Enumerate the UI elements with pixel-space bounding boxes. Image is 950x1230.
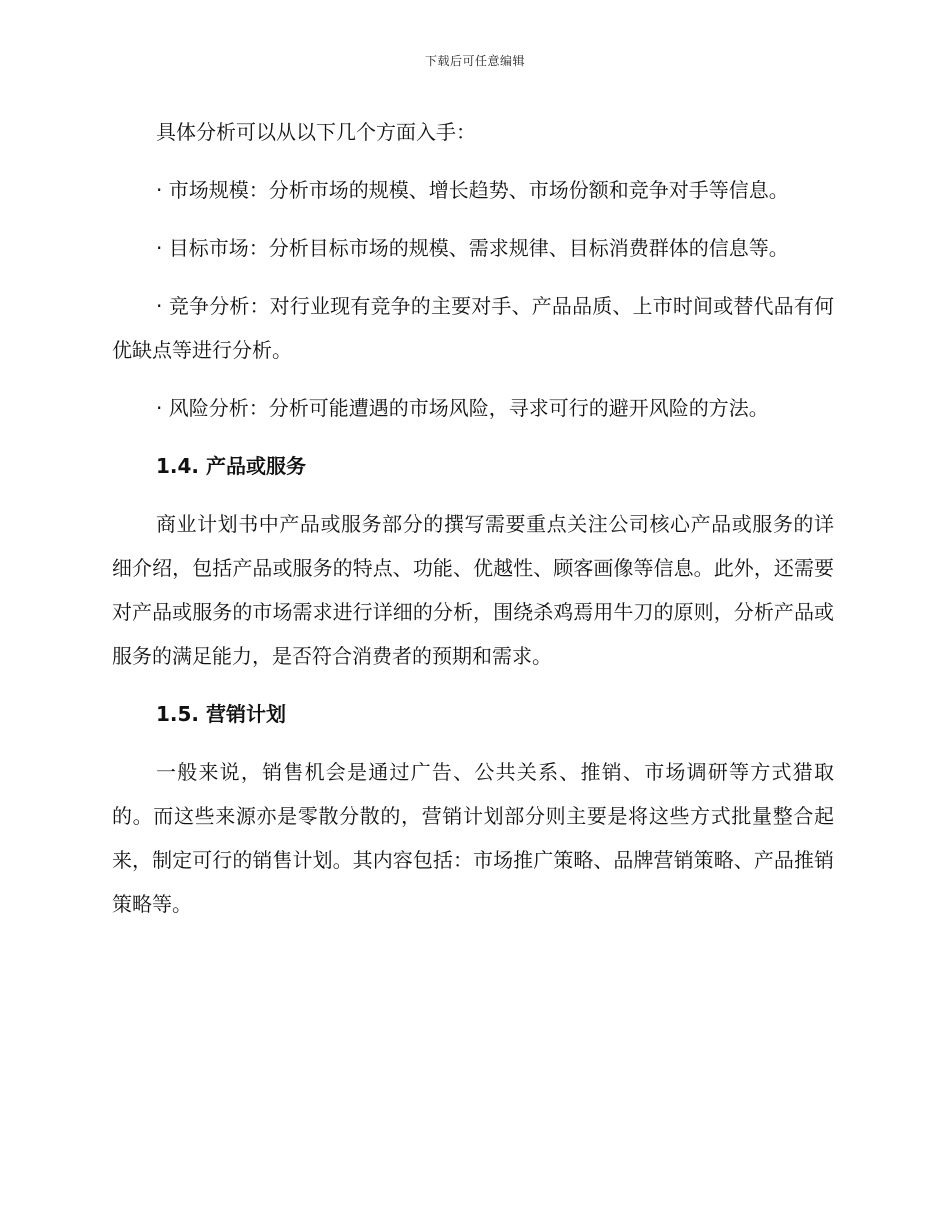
section-heading-marketing-plan: 1.5. 营销计划 (156, 702, 286, 726)
section-heading-products-services: 1.4. 产品或服务 (156, 454, 306, 478)
section-paragraph-marketing-plan: 一般来说，销售机会是通过广告、公共关系、推销、市场调研等方式猎取的。而这些来源亦是零散分散的，营销计划部分则主要是将这些方式批量整合起来，制定可行的销售计划。其内容包括：市场推广策略、品牌营销策略、产品推销策略等。 (112, 760, 834, 916)
bullet-competition-analysis: · 竞争分析：对行业现有竞争的主要对手、产品品质、上市时间或替代品有何优缺点等进行分析。 (112, 294, 834, 362)
bullet-risk-analysis: · 风险分析：分析可能遭遇的市场风险，寻求可行的避开风险的方法。 (156, 396, 769, 420)
section-paragraph-products-services: 商业计划书中产品或服务部分的撰写需要重点关注公司核心产品或服务的详细介绍，包括产品或服务的特点、功能、优越性、顾客画像等信息。此外，还需要对产品或服务的市场需求进行详细的分析，围绕杀鸡焉用牛刀的原则，分析产品或服务的满足能力，是否符合消费者的预期和需求。 (112, 512, 834, 668)
bullet-target-market: · 目标市场：分析目标市场的规模、需求规律、目标消费群体的信息等。 (156, 236, 789, 260)
document-body (112, 110, 834, 940)
page-header: 下载后可任意编辑 (424, 54, 525, 68)
bullet-market-size: · 市场规模：分析市场的规模、增长趋势、市场份额和竞争对手等信息。 (156, 178, 789, 202)
intro-paragraph: 具体分析可以从以下几个方面入手： (156, 120, 476, 144)
